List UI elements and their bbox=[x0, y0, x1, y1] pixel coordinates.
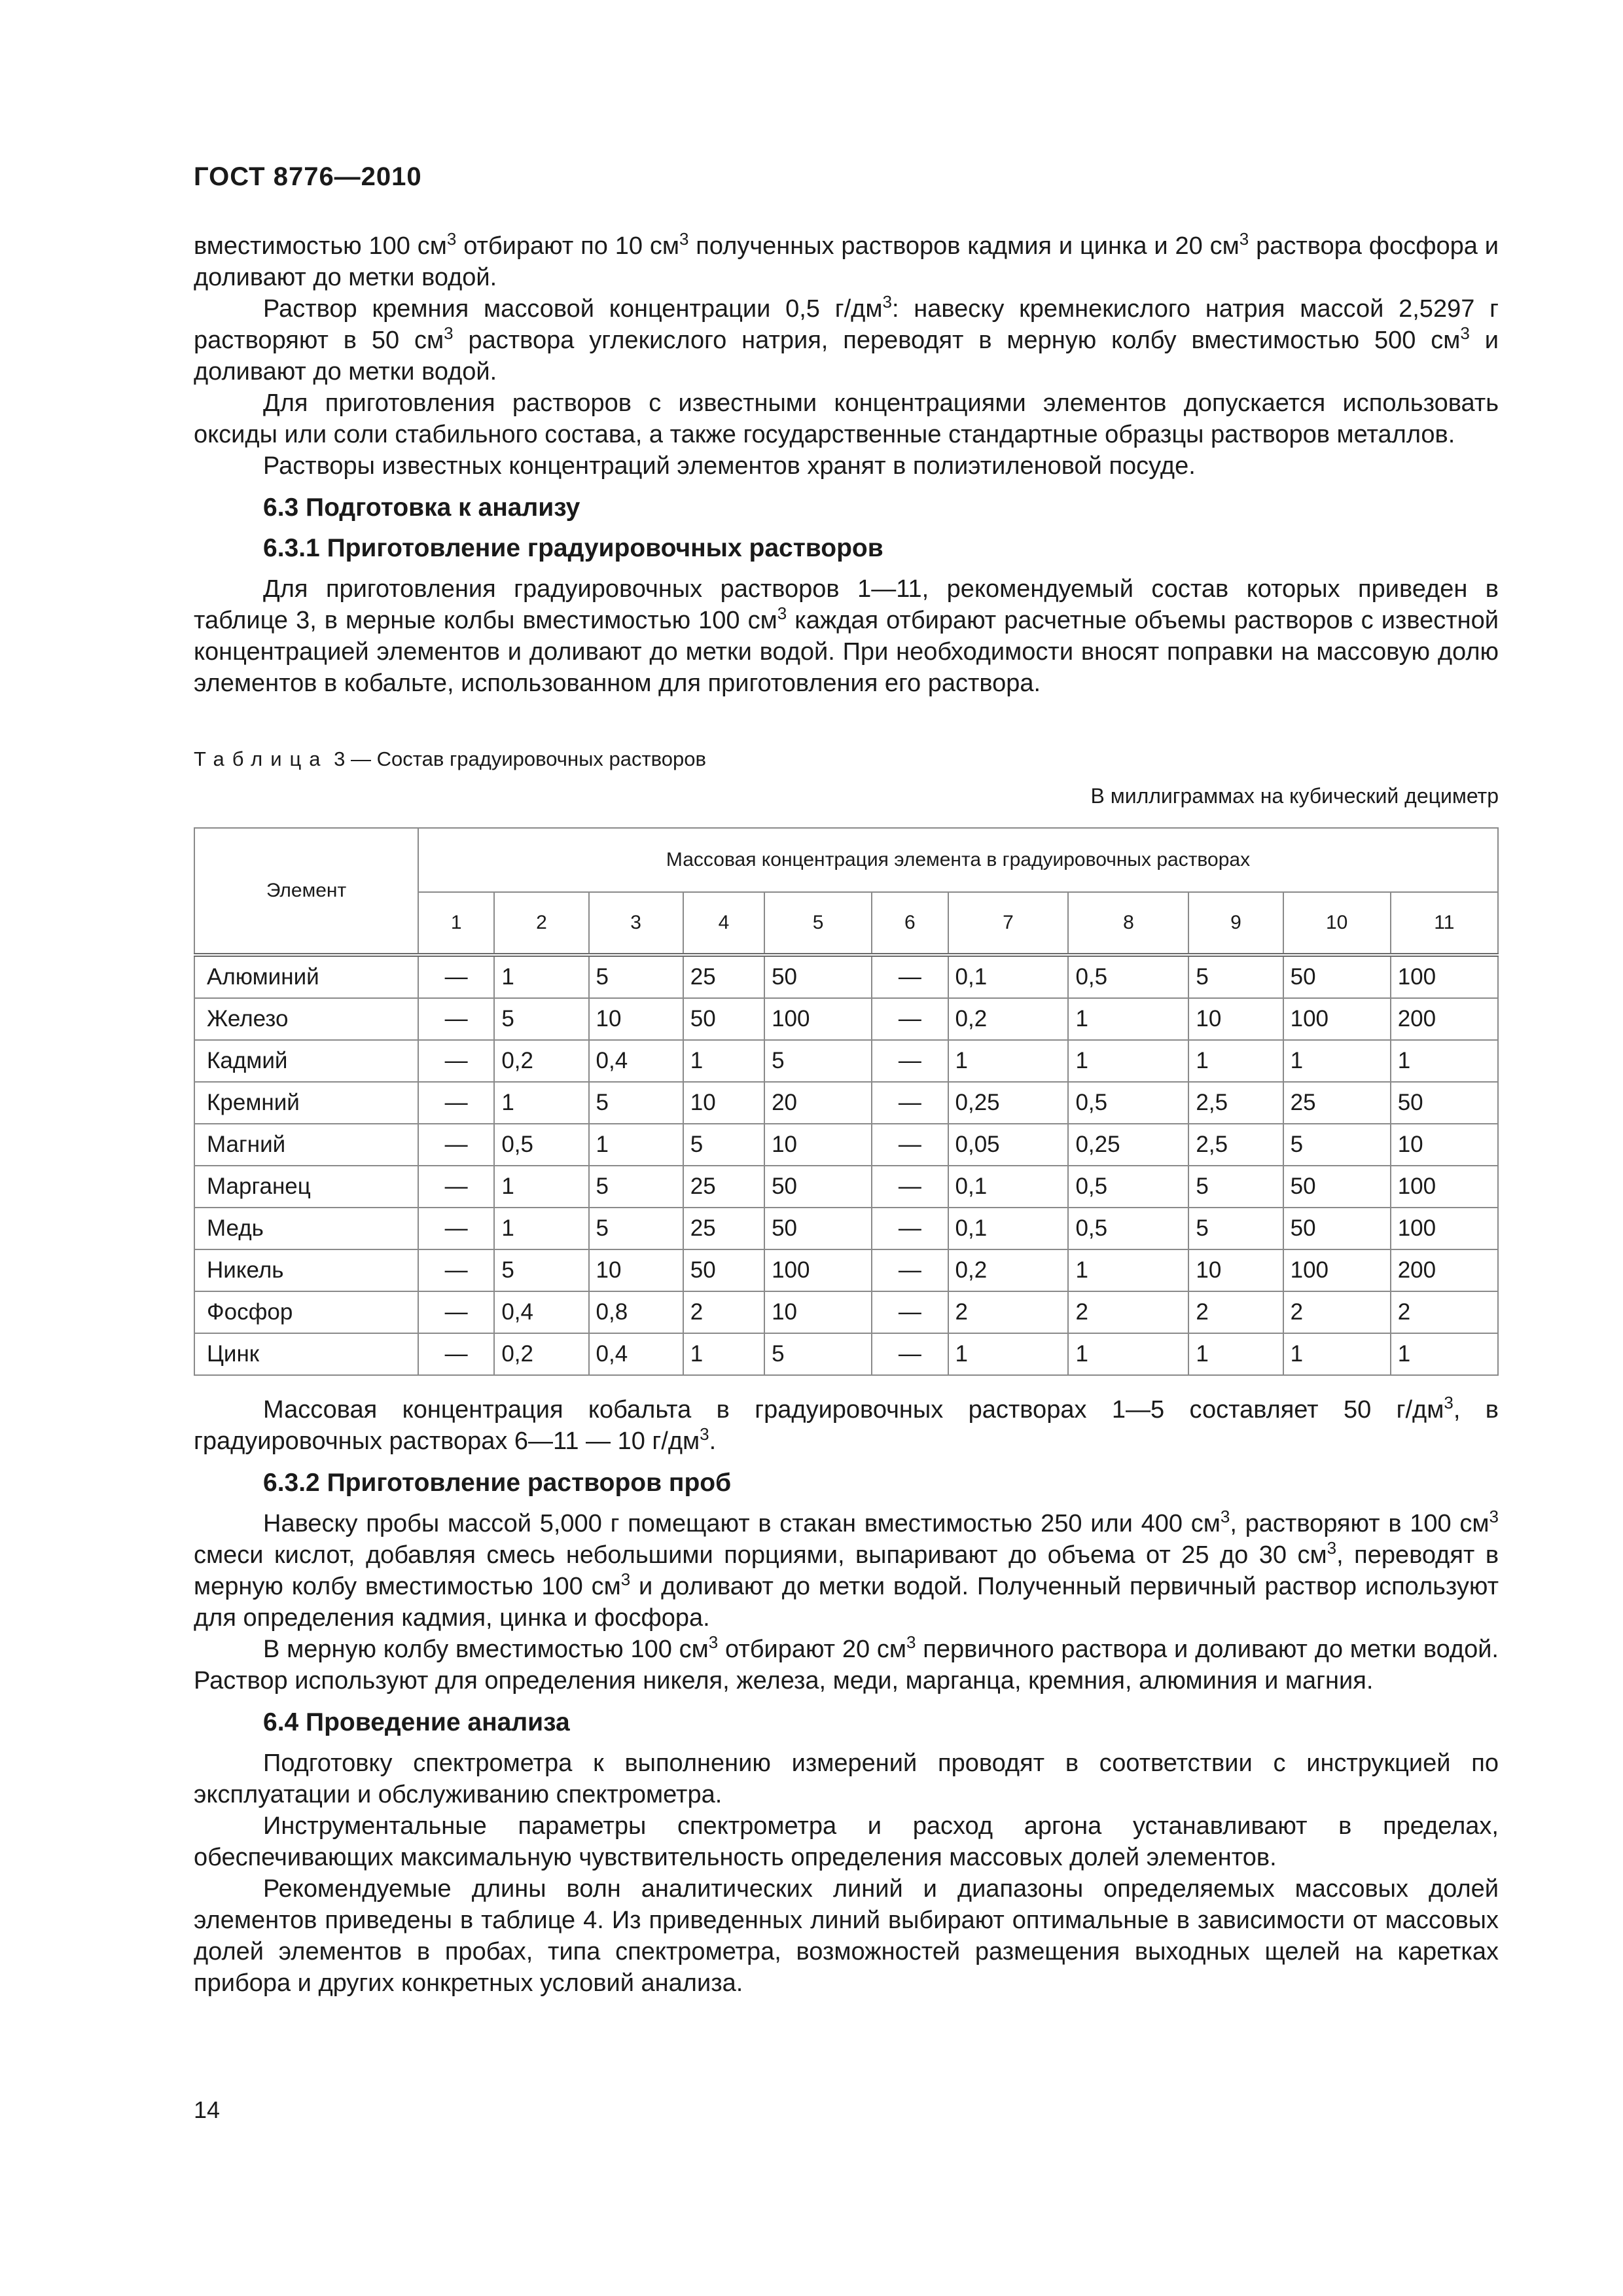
concentration-cell: — bbox=[872, 1249, 948, 1291]
concentration-cell: 100 bbox=[1391, 1166, 1498, 1208]
concentration-cell: 20 bbox=[764, 1082, 872, 1124]
concentration-cell: 0,5 bbox=[1068, 955, 1188, 998]
concentration-cell: 10 bbox=[764, 1291, 872, 1333]
table-row bbox=[194, 1040, 1498, 1082]
column-header-solution-6: 6 bbox=[872, 892, 948, 955]
page-number: 14 bbox=[194, 2096, 221, 2123]
paragraph: В мерную колбу вместимостью 100 $см^3$ отбирают 20 $см^3$ первичного раствора и доливают до метки водой. Раствор используют для определения никеля, железа, меди, марганца, кремния, алюминия и магния. bbox=[194, 1632, 1499, 1695]
concentration-cell: 1 bbox=[589, 1124, 683, 1166]
concentration-cell: 50 bbox=[764, 1166, 872, 1208]
concentration-cell: 50 bbox=[683, 998, 764, 1040]
concentration-cell: 25 bbox=[683, 1166, 764, 1208]
concentration-cell: 1 bbox=[1391, 1333, 1498, 1375]
concentration-cell: 1 bbox=[494, 1208, 588, 1249]
paragraph: Подготовку спектрометра к выполнению измерений проводят в соответствии с инструкцией по эксплуатации и обслуживанию спектрометра. bbox=[194, 1749, 1499, 1808]
concentration-cell: 0,1 bbox=[948, 1208, 1069, 1249]
concentration-cell: 100 bbox=[764, 1249, 872, 1291]
table-row bbox=[194, 1249, 1498, 1291]
concentration-cell: 5 bbox=[1188, 955, 1283, 998]
concentration-cell: 1 bbox=[1391, 1040, 1498, 1082]
column-header-solution-1: 1 bbox=[418, 892, 494, 955]
concentration-cell: — bbox=[872, 1208, 948, 1249]
concentration-cell: 25 bbox=[683, 955, 764, 998]
page-content bbox=[194, 230, 1499, 1999]
element-name-cell: Кадмий bbox=[194, 1040, 418, 1082]
element-name-cell: Медь bbox=[194, 1208, 418, 1249]
column-header-solution-7: 7 bbox=[948, 892, 1069, 955]
concentration-cell: 1 bbox=[1068, 1333, 1188, 1375]
concentration-cell: 100 bbox=[764, 998, 872, 1040]
concentration-cell: 50 bbox=[1283, 955, 1391, 998]
concentration-cell: 1 bbox=[1068, 1249, 1188, 1291]
concentration-cell: 2 bbox=[1391, 1291, 1498, 1333]
paragraph: Для приготовления градуировочных растворов 1—11, рекомендуемый состав которых приведен в таблице 3, в мерные колбы вместимостью 100 $см^3$ каждая отбирают расчетные объемы растворов с известной концентрацией элементов и доливают до метки водой. При необходимости вносят поправки на массовую долю элементов в кобальте, использованном для приготовления его раствора. bbox=[194, 575, 1499, 697]
concentration-cell: 5 bbox=[1188, 1208, 1283, 1249]
column-header-solution-8: 8 bbox=[1068, 892, 1188, 955]
concentration-cell: 0,5 bbox=[1068, 1166, 1188, 1208]
table-units: В миллиграммах на кубический дециметр bbox=[1090, 784, 1499, 808]
paragraph: Раствор кремния массовой концентрации 0,5 $г/дм^3$: навеску кремнекислого натрия массой 2,5297 г растворяют в 50 $см^3$ раствора углекислого натрия, переводят в мерную колбу вместимостью 500 $см^3$ и доливают до метки водой. bbox=[194, 292, 1499, 386]
composition-table bbox=[194, 827, 1499, 1376]
concentration-cell: 2 bbox=[1188, 1291, 1283, 1333]
concentration-cell: 100 bbox=[1391, 955, 1498, 998]
concentration-cell: — bbox=[418, 1208, 494, 1249]
concentration-cell: 2,5 bbox=[1188, 1082, 1283, 1124]
paragraph: Массовая концентрация кобальта в градуировочных растворах 1—5 составляет 50 $г/дм^3$, в градуировочных растворах 6—11 — 10 $г/дм^3$. bbox=[194, 1393, 1499, 1455]
concentration-cell: 200 bbox=[1391, 1249, 1498, 1291]
concentration-cell: 0,2 bbox=[948, 1249, 1069, 1291]
concentration-cell: — bbox=[872, 1166, 948, 1208]
element-name-cell: Магний bbox=[194, 1124, 418, 1166]
concentration-cell: 5 bbox=[764, 1040, 872, 1082]
column-header-group: Массовая концентрация элемента в градуировочных растворах bbox=[418, 828, 1498, 892]
concentration-cell: 5 bbox=[589, 955, 683, 998]
paragraph: Для приготовления растворов с известными концентрациями элементов допускается использовать оксиды или соли стабильного состава, а также государственные стандартные образцы растворов металлов. bbox=[194, 389, 1499, 448]
paragraph: Инструментальные параметры спектрометра и расход аргона устанавливают в пределах, обеспечивающих максимальную чувствительность определения массовых долей элементов. bbox=[194, 1812, 1499, 1871]
element-name-cell: Железо bbox=[194, 998, 418, 1040]
concentration-cell: 10 bbox=[589, 998, 683, 1040]
paragraph: Рекомендуемые длины волн аналитических линий и диапазоны определяемых массовых долей элементов приведены в таблице 4. Из приведенных линий выбирают оптимальные в зависимости от массовых долей элементов в пробах, типа спектрометра, возможностей размещения выходных щелей на каретках прибора и других конкретных условий анализа. bbox=[194, 1875, 1499, 1997]
concentration-cell: 10 bbox=[1188, 998, 1283, 1040]
column-header-solution-9: 9 bbox=[1188, 892, 1283, 955]
concentration-cell: 10 bbox=[683, 1082, 764, 1124]
concentration-cell: 10 bbox=[1391, 1124, 1498, 1166]
concentration-cell: 5 bbox=[1283, 1124, 1391, 1166]
concentration-cell: 5 bbox=[494, 1249, 588, 1291]
concentration-cell: 5 bbox=[1188, 1166, 1283, 1208]
concentration-cell: 1 bbox=[1068, 998, 1188, 1040]
concentration-cell: 0,1 bbox=[948, 1166, 1069, 1208]
concentration-cell: 50 bbox=[1283, 1166, 1391, 1208]
concentration-cell: 100 bbox=[1391, 1208, 1498, 1249]
concentration-cell: 0,5 bbox=[494, 1124, 588, 1166]
concentration-cell: 2 bbox=[948, 1291, 1069, 1333]
concentration-cell: 25 bbox=[683, 1208, 764, 1249]
concentration-cell: 0,4 bbox=[589, 1333, 683, 1375]
concentration-cell: 100 bbox=[1283, 1249, 1391, 1291]
column-header-solution-2: 2 bbox=[494, 892, 588, 955]
column-header-element: Элемент bbox=[194, 828, 418, 955]
concentration-cell: — bbox=[872, 1291, 948, 1333]
concentration-cell: 1 bbox=[1188, 1333, 1283, 1375]
concentration-cell: 100 bbox=[1283, 998, 1391, 1040]
concentration-cell: 50 bbox=[1391, 1082, 1498, 1124]
element-name-cell: Никель bbox=[194, 1249, 418, 1291]
concentration-cell: 0,4 bbox=[494, 1291, 588, 1333]
element-name-cell: Алюминий bbox=[194, 955, 418, 998]
concentration-cell: 1 bbox=[1068, 1040, 1188, 1082]
concentration-cell: 0,5 bbox=[1068, 1208, 1188, 1249]
column-header-solution-5: 5 bbox=[764, 892, 872, 955]
concentration-cell: 50 bbox=[764, 955, 872, 998]
concentration-cell: 1 bbox=[1188, 1040, 1283, 1082]
concentration-cell: — bbox=[418, 1333, 494, 1375]
concentration-cell: 0,8 bbox=[589, 1291, 683, 1333]
concentration-cell: 2 bbox=[1283, 1291, 1391, 1333]
concentration-cell: — bbox=[872, 955, 948, 998]
table-row bbox=[194, 998, 1498, 1040]
concentration-cell: 10 bbox=[589, 1249, 683, 1291]
concentration-cell: 2 bbox=[683, 1291, 764, 1333]
concentration-cell: — bbox=[872, 1082, 948, 1124]
concentration-cell: 1 bbox=[683, 1333, 764, 1375]
section-heading-6-3: 6.3 Подготовка к анализу bbox=[263, 493, 580, 522]
concentration-cell: 2 bbox=[1068, 1291, 1188, 1333]
table-row bbox=[194, 1124, 1498, 1166]
table-row bbox=[194, 1333, 1498, 1375]
concentration-cell: 50 bbox=[1283, 1208, 1391, 1249]
concentration-cell: — bbox=[418, 955, 494, 998]
concentration-cell: 1 bbox=[948, 1040, 1069, 1082]
concentration-cell: — bbox=[872, 1124, 948, 1166]
concentration-cell: 1 bbox=[494, 955, 588, 998]
concentration-cell: 1 bbox=[1283, 1040, 1391, 1082]
element-name-cell: Марганец bbox=[194, 1166, 418, 1208]
document-header: ГОСТ 8776—2010 bbox=[194, 162, 422, 191]
table-row bbox=[194, 1291, 1498, 1333]
concentration-cell: 5 bbox=[494, 998, 588, 1040]
table-row bbox=[194, 955, 1498, 998]
concentration-cell: — bbox=[872, 1333, 948, 1375]
table-row bbox=[194, 1166, 1498, 1208]
concentration-cell: 0,2 bbox=[494, 1333, 588, 1375]
column-header-solution-3: 3 bbox=[589, 892, 683, 955]
concentration-cell: 0,5 bbox=[1068, 1082, 1188, 1124]
concentration-cell: — bbox=[418, 1082, 494, 1124]
concentration-cell: 0,2 bbox=[948, 998, 1069, 1040]
concentration-cell: 200 bbox=[1391, 998, 1498, 1040]
concentration-cell: 0,25 bbox=[1068, 1124, 1188, 1166]
concentration-cell: 50 bbox=[764, 1208, 872, 1249]
concentration-cell: 1 bbox=[683, 1040, 764, 1082]
concentration-cell: 1 bbox=[948, 1333, 1069, 1375]
paragraph: Навеску пробы массой 5,000 г помещают в стакан вместимостью 250 или 400 $см^3$, растворяют в 100 $см^3$ смеси кислот, добавляя смесь небольшими порциями, выпаривают до объема от 25 до 30 $см^3$, переводят в мерную колбу вместимостью 100 $см^3$ и доливают до метки водой. Полученный первичный раствор используют для определения кадмия, цинка и фосфора. bbox=[194, 1507, 1499, 1632]
table-row bbox=[194, 1082, 1498, 1124]
section-heading-6-3-1: 6.3.1 Приготовление градуировочных растворов bbox=[263, 534, 883, 562]
concentration-cell: 5 bbox=[589, 1166, 683, 1208]
paragraph: вместимостью 100 $см^3$ отбирают по 10 $см^3$ полученных растворов кадмия и цинка и 20 $см^3$ раствора фосфора и доливают до метки водой. bbox=[194, 229, 1499, 291]
concentration-cell: 1 bbox=[494, 1082, 588, 1124]
concentration-cell: 0,2 bbox=[494, 1040, 588, 1082]
concentration-cell: — bbox=[418, 1291, 494, 1333]
concentration-cell: 50 bbox=[683, 1249, 764, 1291]
concentration-cell: — bbox=[418, 1249, 494, 1291]
concentration-cell: 0,05 bbox=[948, 1124, 1069, 1166]
concentration-cell: 10 bbox=[764, 1124, 872, 1166]
column-header-solution-10: 10 bbox=[1283, 892, 1391, 955]
concentration-cell: 1 bbox=[494, 1166, 588, 1208]
section-heading-6-3-2: 6.3.2 Приготовление растворов проб bbox=[263, 1469, 732, 1497]
concentration-cell: — bbox=[872, 998, 948, 1040]
concentration-cell: 10 bbox=[1188, 1249, 1283, 1291]
element-name-cell: Цинк bbox=[194, 1333, 418, 1375]
table-row bbox=[194, 1208, 1498, 1249]
concentration-cell: 25 bbox=[1283, 1082, 1391, 1124]
column-header-solution-11: 11 bbox=[1391, 892, 1498, 955]
concentration-cell: — bbox=[872, 1040, 948, 1082]
concentration-cell: 0,1 bbox=[948, 955, 1069, 998]
concentration-cell: 0,4 bbox=[589, 1040, 683, 1082]
concentration-cell: 5 bbox=[683, 1124, 764, 1166]
concentration-cell: 5 bbox=[589, 1208, 683, 1249]
concentration-cell: — bbox=[418, 998, 494, 1040]
concentration-cell: — bbox=[418, 1124, 494, 1166]
element-name-cell: Кремний bbox=[194, 1082, 418, 1124]
concentration-cell: 1 bbox=[1283, 1333, 1391, 1375]
concentration-cell: — bbox=[418, 1040, 494, 1082]
element-name-cell: Фосфор bbox=[194, 1291, 418, 1333]
paragraph: Растворы известных концентраций элементов хранят в полиэтиленовой посуде. bbox=[263, 452, 1196, 480]
concentration-cell: — bbox=[418, 1166, 494, 1208]
column-header-solution-4: 4 bbox=[683, 892, 764, 955]
concentration-cell: 5 bbox=[764, 1333, 872, 1375]
concentration-cell: 0,25 bbox=[948, 1082, 1069, 1124]
table-caption: Таблица 3 — Состав градуировочных растворов bbox=[194, 747, 706, 770]
concentration-cell: 5 bbox=[589, 1082, 683, 1124]
section-heading-6-4: 6.4 Проведение анализа bbox=[263, 1708, 570, 1736]
concentration-cell: 2,5 bbox=[1188, 1124, 1283, 1166]
